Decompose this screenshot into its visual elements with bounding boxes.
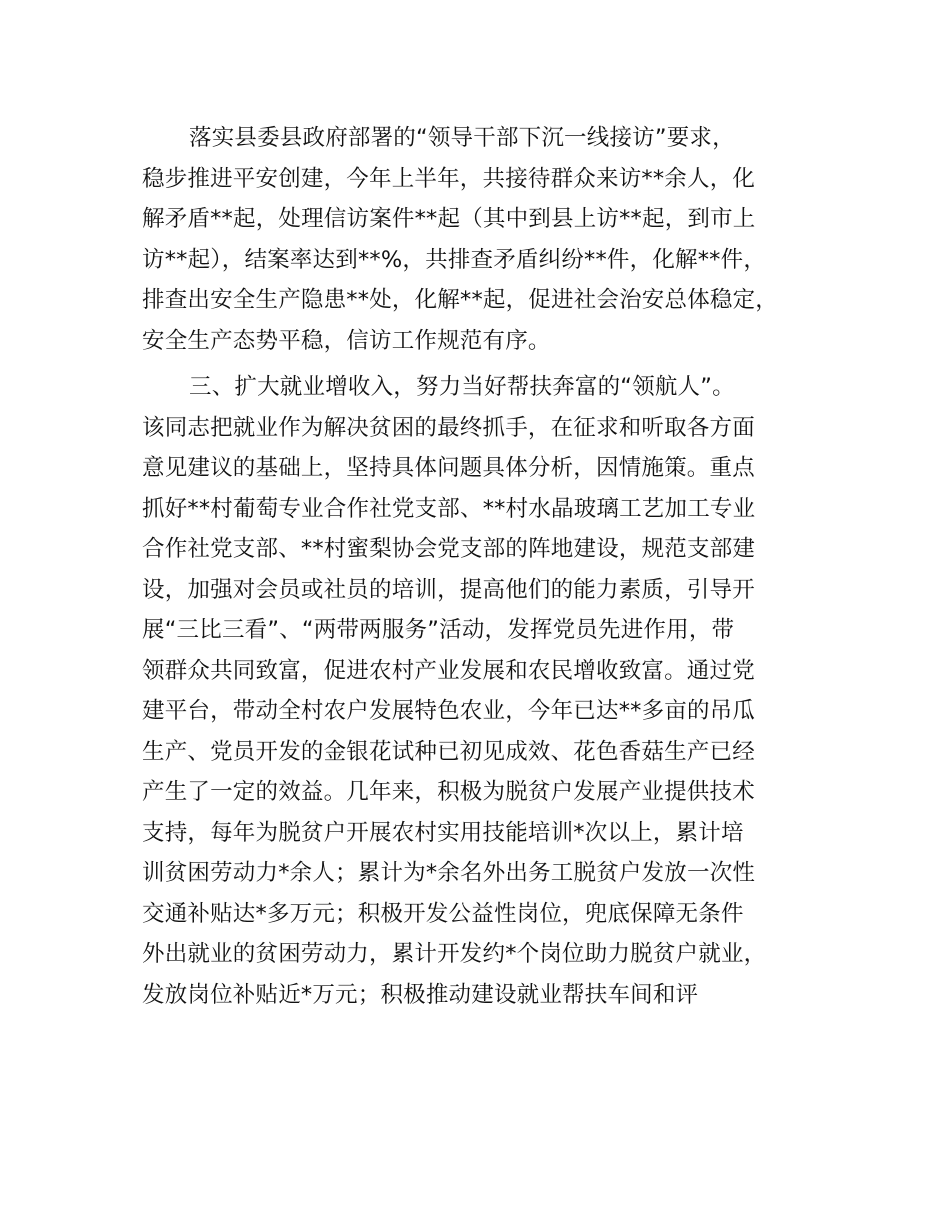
text-line: 该同志把就业作为解决贫困的最终抓手，在征求和听取各方面 (142, 414, 755, 441)
text-line: 意见建议的基础上，坚持具体问题具体分析，因情施策。重点 (142, 455, 755, 481)
text-line: 发放岗位补贴近*万元；积极推动建设就业帮扶车间和评 (142, 981, 699, 1008)
section-heading-line: 三、扩大就业增收入，努力当好帮扶奔富的“领航人”。 (189, 374, 735, 400)
document-body (142, 118, 842, 1015)
text-line: 落实县委县政府部署的“领导干部下沉一线接访”要求， (189, 125, 735, 151)
text-line: 领群众共同致富，促进农村产业发展和农民增收致富。通过党 (142, 657, 755, 684)
text-line: 安全生产态势平稳，信访工作规范有序。 (142, 327, 551, 354)
text-line: 设，加强对会员或社员的培训，提高他们的能力素质，引导开 (142, 576, 755, 603)
text-line: 支持，每年为脱贫户开展农村实用技能培训*次以上，累计培 (142, 819, 744, 846)
text-line: 生产、党员开发的金银花试种已初见成效、花色香菇生产已经 (142, 738, 755, 765)
text-line: 排查出安全生产隐患**处，化解**起，促进社会治安总体稳定， (142, 287, 779, 313)
text-line: 外出就业的贫困劳动力，累计开发约*个岗位助力脱贫户就业， (142, 941, 767, 967)
text-line: 抓好**村葡萄专业合作社党支部、**村水晶玻璃工艺加工专业 (142, 495, 756, 522)
text-line: 建平台，带动全村农户发展特色农业，今年已达**多亩的吊瓜 (142, 698, 756, 724)
text-line: 展“三比三看”、“两带两服务”活动，发挥党员先进作用，带 (142, 617, 735, 643)
text-line: 交通补贴达*多万元；积极开发公益性岗位，兜底保障无条件 (142, 900, 744, 927)
text-line: 产生了一定的效益。几年来，积极为脱贫户发展产业提供技术 (142, 779, 755, 805)
text-line: 解矛盾**起，处理信访案件**起（其中到县上访**起，到市上 (142, 206, 756, 232)
paragraph-employment-section (142, 367, 842, 1015)
paragraph-petition-work (142, 118, 842, 361)
text-line: 访**起），结案率达到**%，共排查矛盾纠纷**件，化解**件， (142, 246, 767, 273)
text-line: 合作社党支部、**村蜜梨协会党支部的阵地建设，规范支部建 (142, 536, 756, 562)
text-line: 稳步推进平安创建，今年上半年，共接待群众来访**余人，化 (142, 165, 756, 192)
text-line: 训贫困劳动力*余人；累计为*余名外出务工脱贫户发放一次性 (142, 860, 756, 886)
